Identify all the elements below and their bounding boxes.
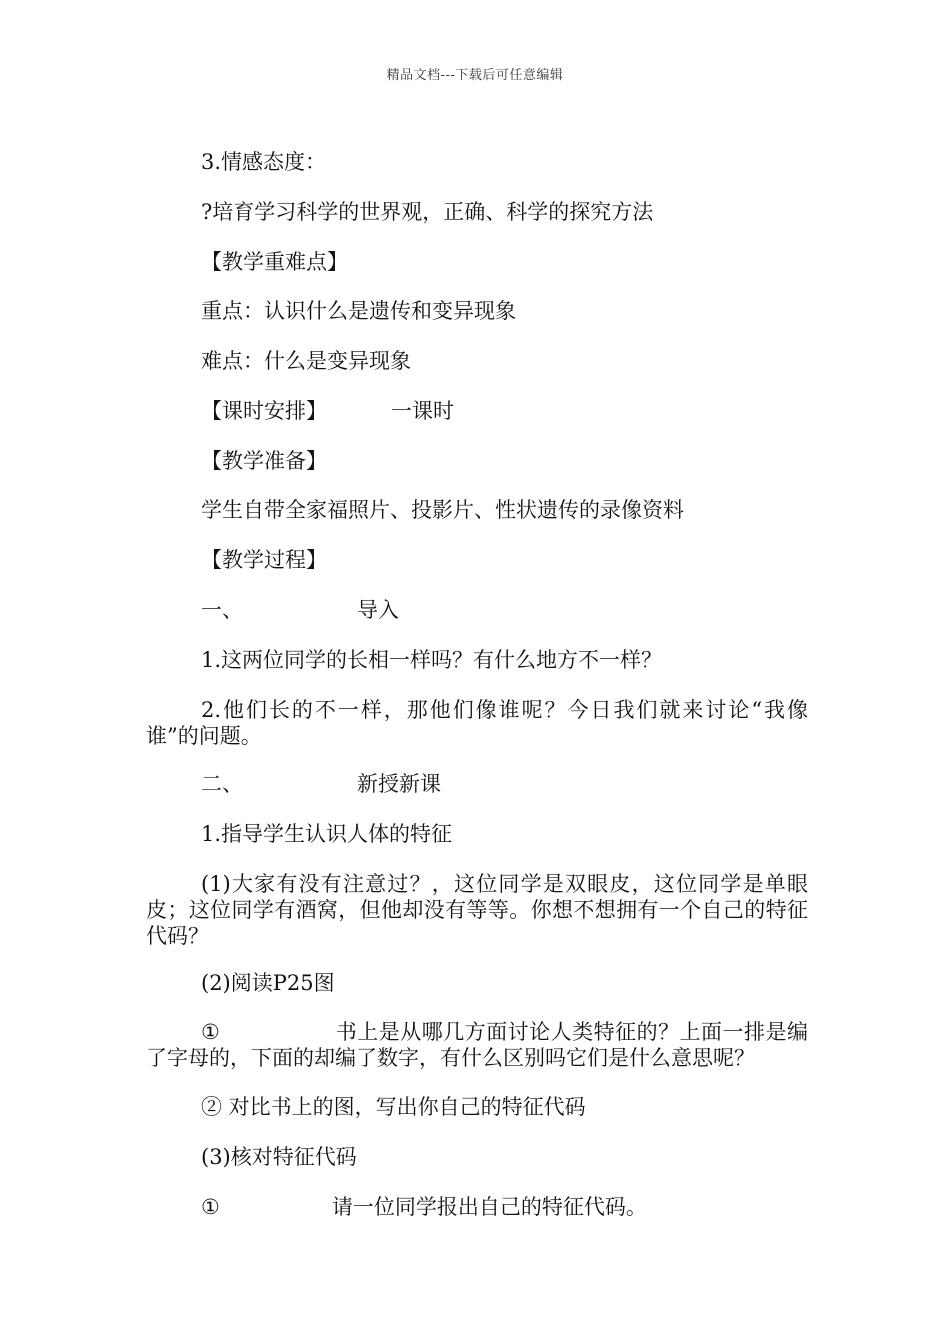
key-point-text: 重点：认识什么是遗传和变异现象 <box>201 299 516 323</box>
section-two-title: 新授新课 <box>357 772 441 796</box>
section-one-title: 导入 <box>357 598 399 622</box>
process-heading: 【教学过程】 <box>201 548 327 572</box>
section-one-line <box>201 597 399 623</box>
section-one-number: 一、 <box>201 598 243 622</box>
reading-instruction: (2)阅读P25图 <box>201 971 335 995</box>
compare-instruction: ② 对比书上的图，写出你自己的特征代码 <box>201 1095 586 1119</box>
intro-question-two: 2.他们长的不一样，那他们像谁呢？今日我们就来讨论“我像谁”的问题。 <box>146 698 808 748</box>
figure-question-paragraph <box>146 1019 808 1071</box>
figure-question-marker: ① <box>201 1020 221 1044</box>
emotion-attitude-text: ?培育学习科学的世界观，正确、科学的探究方法 <box>201 200 654 224</box>
guide-heading: 1.指导学生认识人体的特征 <box>201 822 453 846</box>
preparation-heading: 【教学准备】 <box>201 449 327 473</box>
intro-question-one: 1.这两位同学的长相一样吗？有什么地方不一样？ <box>201 648 663 672</box>
difficult-point-text: 难点：什么是变异现象 <box>201 349 411 373</box>
figure-question-text: 书上是从哪几方面讨论人类特征的？上面一排是编了字母的，下面的却编了数字，有什么区别吗它们是什么意思呢？ <box>146 1020 808 1070</box>
observation-paragraph: (1)大家有没有注意过？，这位同学是双眼皮，这位同学是单眼皮；这位同学有酒窝，但他却没有等等。你想不想拥有一个自己的特征代码？ <box>146 872 808 948</box>
class-schedule-value: 一课时 <box>391 399 454 423</box>
key-difficulties-heading: 【教学重难点】 <box>201 250 348 274</box>
section-two-line <box>201 771 441 797</box>
page-header: 精品文档---下载后可任意编辑 <box>386 68 564 83</box>
verify-code-heading: (3)核对特征代码 <box>201 1145 357 1169</box>
emotion-attitude-heading: 3.情感态度： <box>201 150 327 174</box>
section-two-number: 二、 <box>201 772 243 796</box>
class-schedule-line <box>201 398 454 424</box>
report-code-marker: ① <box>201 1195 220 1219</box>
preparation-text: 学生自带全家福照片、投影片、性状遗传的录像资料 <box>201 498 684 522</box>
report-code-line <box>201 1194 647 1220</box>
class-schedule-heading: 【课时安排】 <box>201 399 327 423</box>
report-code-text: 请一位同学报出自己的特征代码。 <box>331 1195 647 1219</box>
